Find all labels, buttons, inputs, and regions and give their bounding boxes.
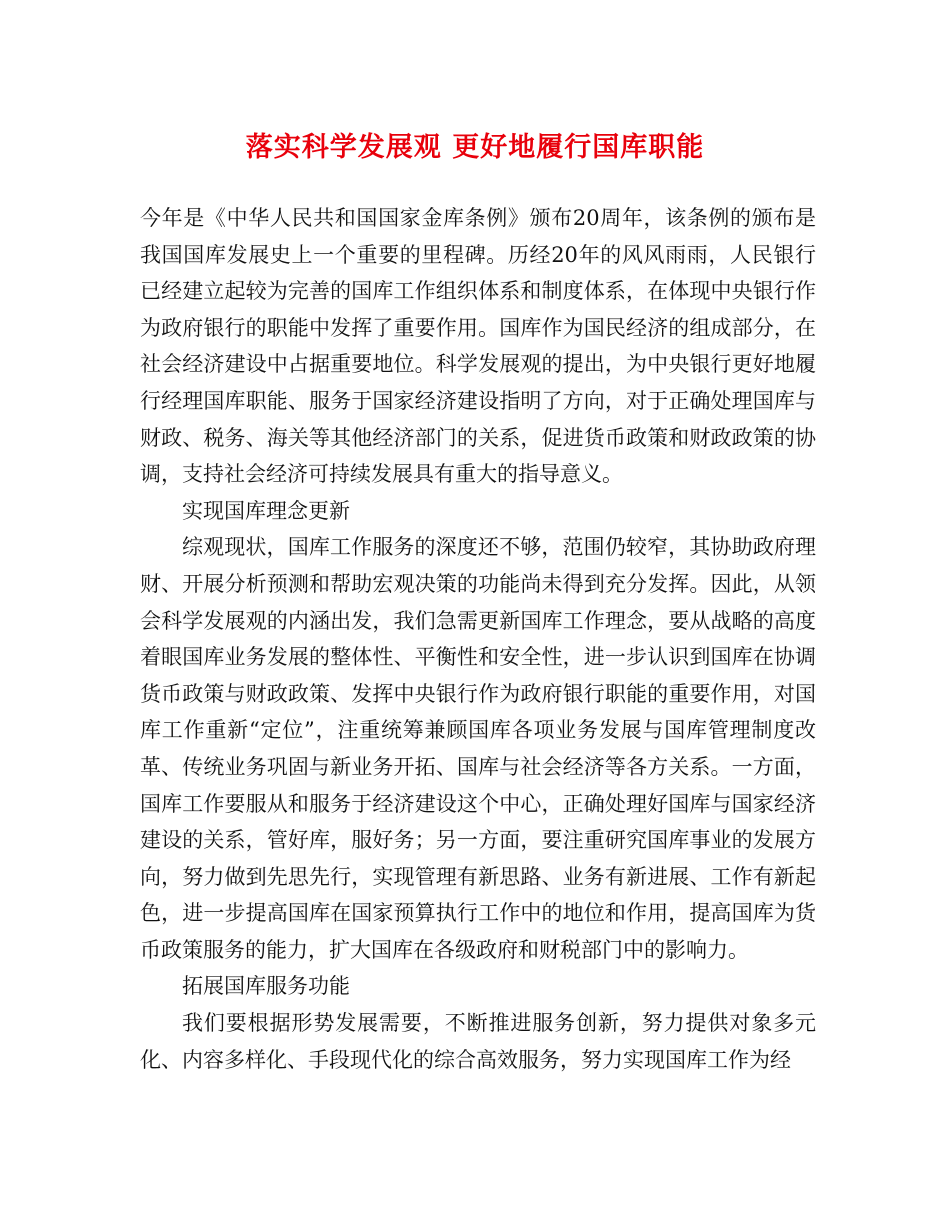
section-heading-1: 实现国库理念更新 <box>182 498 350 523</box>
section-heading-2: 拓展国库服务功能 <box>182 974 350 999</box>
paragraph-section-1: 综观现状，国库工作服务的深度还不够，范围仍较窄，其协助政府理财、开展分析预测和帮助宏观决策的功能尚未得到充分发挥。因此，从领会科学发展观的内涵出发，我们急需更新国库工作理念，要从战略的高度着眼国库业务发展的整体性、平衡性和安全性，进一步认识到国库在协调货币政策与财政政策、发挥中央银行作为政府银行职能的重要作用，对国库工作重新“定位”，注重统筹兼顾国库各项业务发展与国库管理制度改革、传统业务巩固与新业务开拓、国库与社会经济等各方关系。一方面，国库工作要服从和服务于经济建设这个中心，正确处理好国库与国家经济建设的关系，管好库，服好务；另一方面，要注重研究国库事业的发展方向，努力做到先思先行，实现管理有新思路、业务有新进展、工作有新起色，进一步提高国库在国家预算执行工作中的地位和作用，提高国库为货币政策服务的能力，扩大国库在各级政府和财税部门中的影响力。 <box>140 535 816 962</box>
paragraph-section-2: 我们要根据形势发展需要，不断推进服务创新，努力提供对象多元化、内容多样化、手段现代化的综合高效服务，努力实现国库工作为经 <box>140 1011 816 1072</box>
document-title: 落实科学发展观 更好地履行国库职能 <box>245 132 705 163</box>
document-body <box>140 200 816 1078</box>
paragraph-intro: 今年是《中华人民共和国国家金库条例》颁布20周年，该条例的颁布是我国国库发展史上一个重要的里程碑。历经20年的风风雨雨，人民银行已经建立起较为完善的国库工作组织体系和制度体系，在体现中央银行作为政府银行的职能中发挥了重要作用。国库作为国民经济的组成部分，在社会经济建设中占据重要地位。科学发展观的提出，为中央银行更好地履行经理国库职能、服务于国家经济建设指明了方向，对于正确处理国库与财政、税务、海关等其他经济部门的关系，促进货币政策和财政政策的协调，支持社会经济可持续发展具有重大的指导意义。 <box>140 206 816 487</box>
